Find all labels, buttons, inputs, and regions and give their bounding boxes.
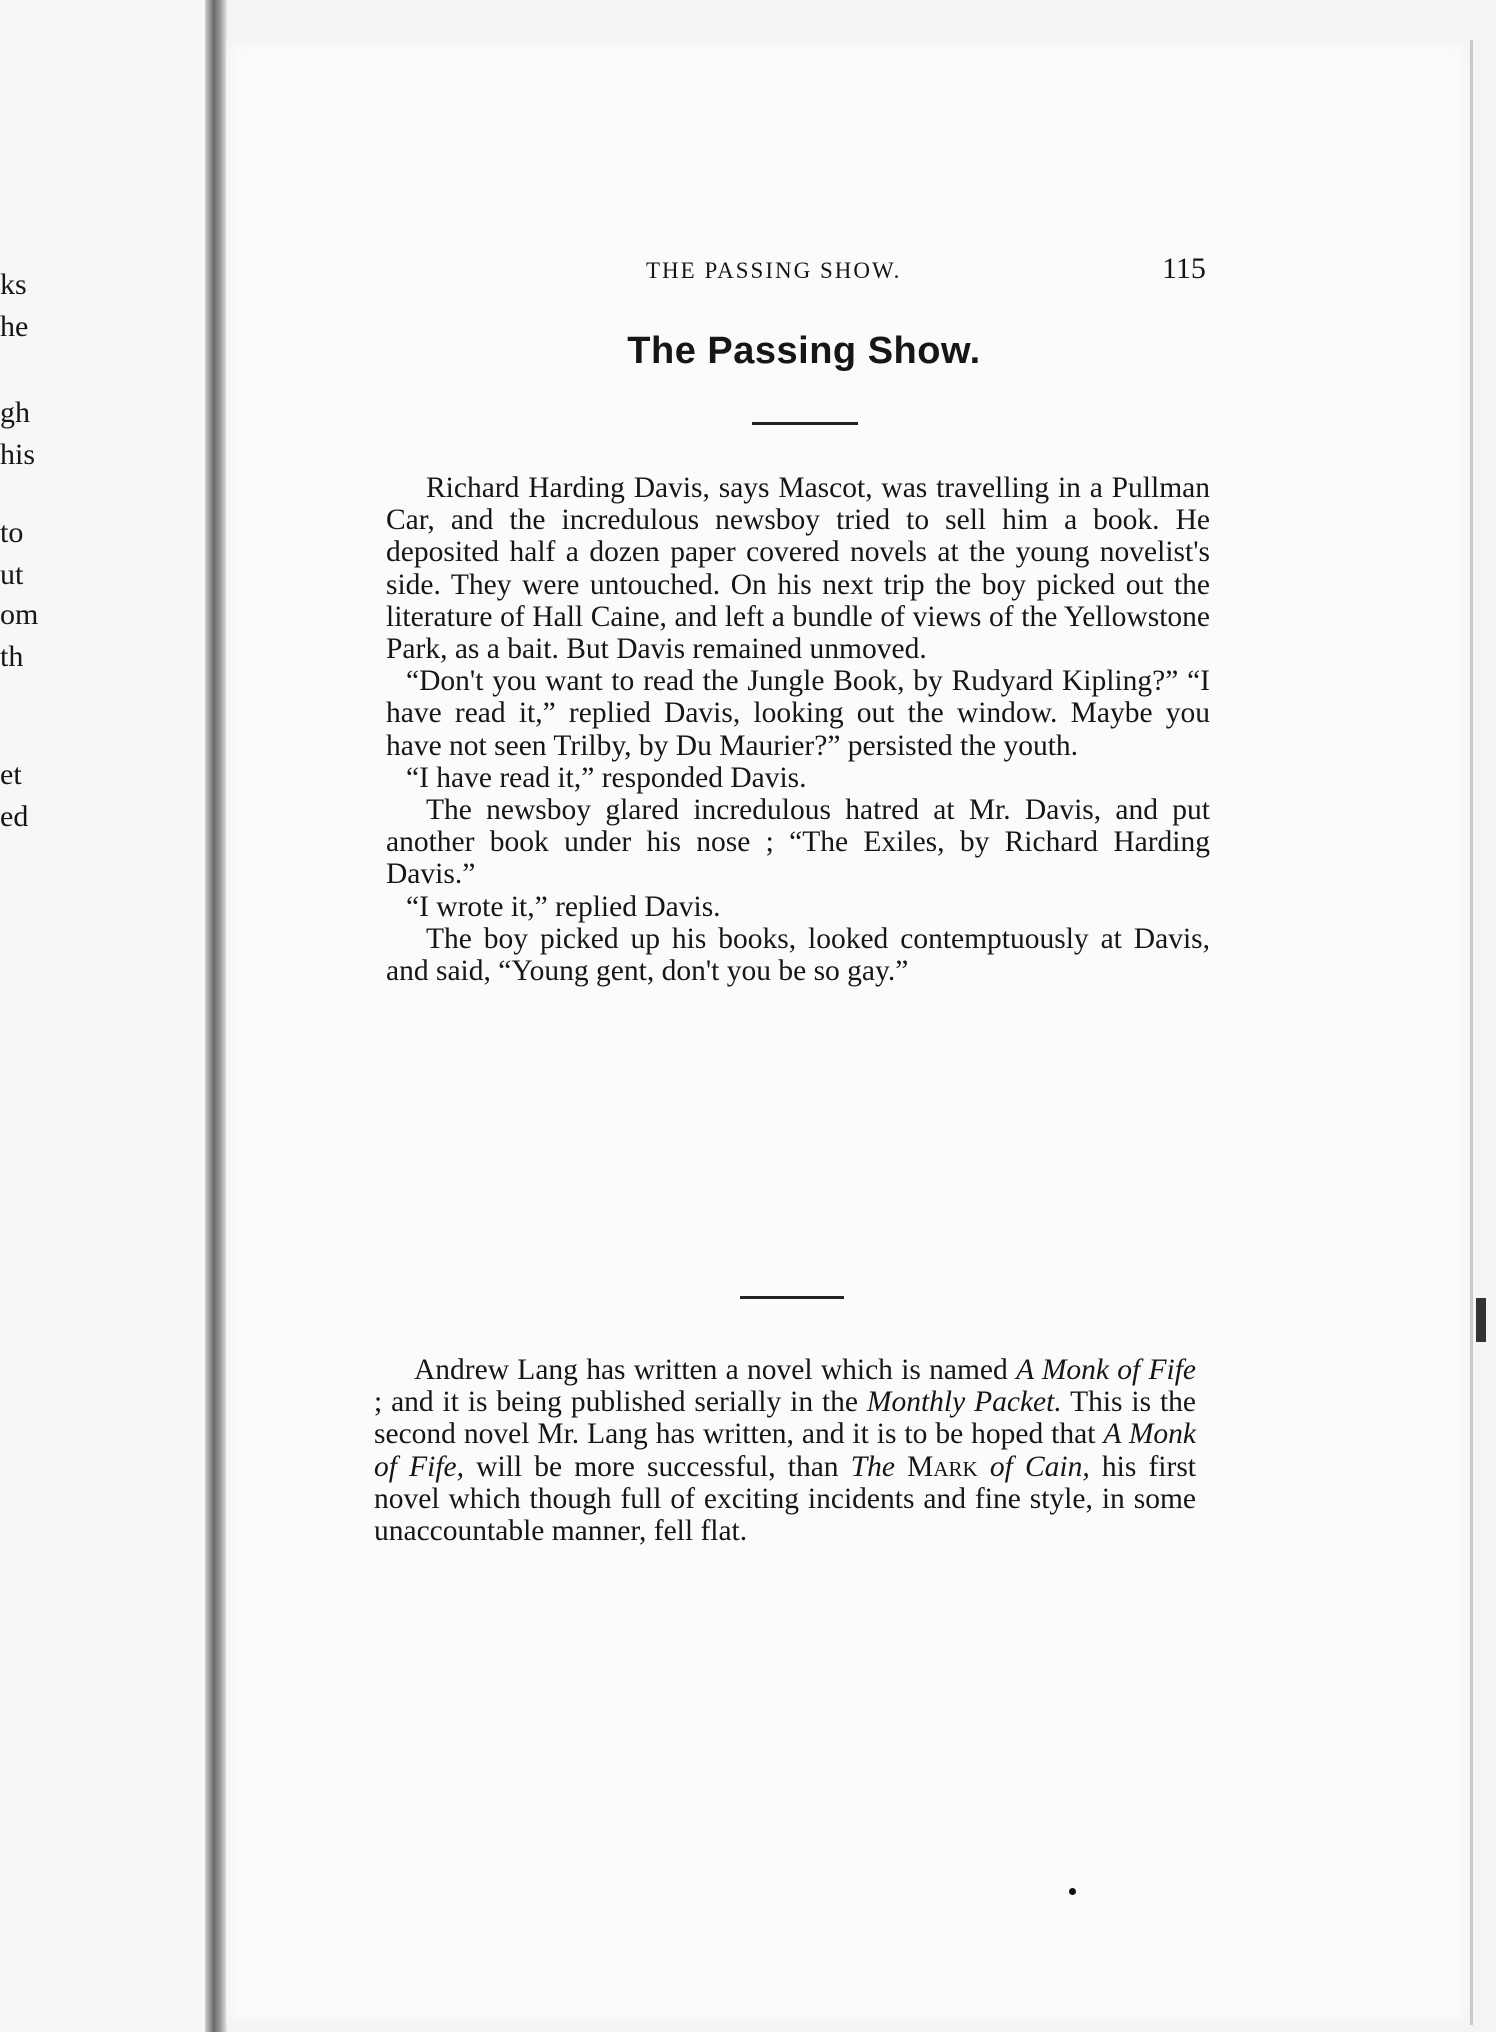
left-page-fragment: ut: [0, 558, 24, 591]
periodical-title: Monthly Packet.: [866, 1386, 1062, 1419]
page-number: 115: [1162, 252, 1206, 285]
book-title-small-caps: Mark: [907, 1450, 978, 1483]
paragraph: “I have read it,” responded Davis.: [406, 761, 807, 794]
text-run: Andrew Lang has written a novel which is named: [414, 1354, 1017, 1386]
left-page-fragment: et: [0, 758, 22, 791]
running-head: THE PASSING SHOW.: [646, 258, 902, 283]
paragraph: [374, 1354, 1196, 1547]
text-run: will be more successful, than: [464, 1450, 851, 1483]
text-run: his first novel which though full of exciting incidents and fine style, in some unaccountable manner, fell flat.: [374, 1450, 1197, 1548]
section-rule: [740, 1296, 844, 1299]
left-page-fragment: om: [0, 598, 39, 631]
paragraph: “Don't you want to read the Jungle Book, by Rudyard Kipling?” “I have read it,” replied Davis, looking out the window. Maybe you have not seen Trilby, by Du Maurier?” persisted the youth.: [386, 665, 1210, 762]
left-page-fragment: to: [0, 516, 24, 549]
paragraph: “I wrote it,” replied Davis.: [406, 890, 721, 923]
book-gutter: [205, 0, 227, 2032]
left-page-fragment: ed: [0, 800, 29, 833]
page-edge-mark: [1476, 1298, 1486, 1342]
text-run: This is the second novel Mr. Lang has written, and it is to be hoped that: [374, 1386, 1196, 1451]
paragraph: Richard Harding Davis, says Mascot, was travelling in a Pullman Car, and the incredulous newsboy tried to sell him a book. He deposited half a dozen paper covered novels at the young novelist's side. They were untouched. On his next trip the boy picked out the literature of Hall Caine, and left a bundle of views of the Yellowstone Park, as a bait. But Davis remained unmoved.: [386, 472, 1210, 666]
article-title: The Passing Show.: [627, 330, 981, 372]
ink-dot: [1069, 1888, 1076, 1895]
left-page-fragment: ks: [0, 268, 27, 301]
left-page-fragment: th: [0, 640, 24, 673]
book-title-part: The: [850, 1450, 908, 1483]
section-richard-harding-davis: [386, 472, 1210, 987]
book-title: A Monk of Fife: [1016, 1354, 1196, 1386]
left-page-fragment: gh: [0, 396, 30, 429]
paragraph: The newsboy glared incredulous hatred at Mr. Davis, and put another book under his nose ; “The Exiles, by Richard Harding Davis.”: [386, 794, 1210, 891]
left-page-edge: [0, 0, 212, 2032]
left-page-fragment: his: [0, 438, 36, 471]
title-rule: [752, 422, 858, 425]
left-page-fragment: he: [0, 310, 29, 343]
book-title-part: of Cain,: [977, 1450, 1090, 1483]
section-andrew-lang: [374, 1354, 1196, 1547]
book-title: A Monk of Fife,: [374, 1418, 1196, 1483]
text-run: ; and it is being published serially in the: [374, 1386, 867, 1419]
paragraph: The boy picked up his books, looked contemptuously at Davis, and said, “Young gent, don't you be so gay.”: [386, 922, 1210, 988]
